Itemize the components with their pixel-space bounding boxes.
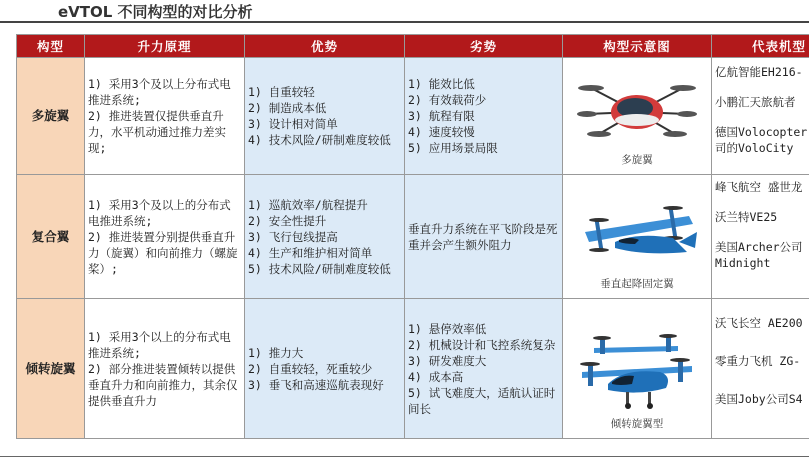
model-line: 亿航智能EH216- <box>715 65 803 79</box>
model-line: Midnight <box>715 256 771 270</box>
model-line: 沃飞长空 AE200 <box>715 316 803 330</box>
row-models <box>712 299 809 439</box>
model-line: 小鹏汇天旅航者 <box>715 95 796 109</box>
row-diagram <box>563 175 712 299</box>
row-models <box>712 175 809 299</box>
principle-line: 2) 部分推进装置倾转以提供垂直升力和向前推力，其余仅提供垂直升力 <box>88 361 238 408</box>
model-line: 司的VoloCity <box>715 141 794 155</box>
pros-line: 4) 技术风险/研制难度较低 <box>248 133 391 147</box>
table-header-row <box>17 35 809 58</box>
cons-line: 4) 速度较慢 <box>408 125 475 139</box>
cons-line: 2) 机械设计和飞控系统复杂 <box>408 337 556 352</box>
row-cons <box>405 299 563 439</box>
row-type: 倾转旋翼 <box>17 299 85 439</box>
pros-line: 2) 安全性提升 <box>248 213 327 228</box>
model-line: 沃兰特VE25 <box>715 210 778 224</box>
row-principle <box>85 175 245 299</box>
header-principle: 升力原理 <box>85 35 245 58</box>
model-line: 美国Joby公司S4 <box>715 392 803 406</box>
model-line: 峰飞航空 盛世龙 <box>715 180 803 194</box>
row-models <box>712 58 809 175</box>
pros-line: 1) 推力大 <box>248 345 304 360</box>
row-cons <box>405 58 563 175</box>
compound-wing-illustration <box>575 202 699 274</box>
header-diagram: 构型示意图 <box>563 35 712 58</box>
tilt-rotor-illustration <box>574 326 700 414</box>
title-rule <box>0 21 809 23</box>
page-title: eVTOL 不同构型的对比分析 <box>58 3 253 21</box>
principle-line: 1) 采用3个及以上分布式电推进系统; <box>88 77 231 107</box>
cons-line: 4) 成本高 <box>408 369 464 384</box>
row-pros <box>245 58 405 175</box>
cons-line: 垂直升力系统在平飞阶段是死重并会产生额外阻力 <box>408 221 558 252</box>
diagram-caption: 倾转旋翼型 <box>610 418 664 430</box>
diagram-caption: 多旋翼 <box>621 154 653 166</box>
row-diagram <box>563 58 712 175</box>
pros-line: 5) 技术风险/研制难度较低 <box>248 261 391 276</box>
pros-line: 2) 自重较轻，死重较少 <box>248 361 373 376</box>
cons-line: 5) 应用场景局限 <box>408 141 498 155</box>
cons-line: 5) 试飞难度大，适航认证时间长 <box>408 385 556 416</box>
header-cons: 劣势 <box>405 35 563 58</box>
pros-line: 1) 自重较轻 <box>248 85 315 99</box>
header-pros: 优势 <box>245 35 405 58</box>
cons-line: 1) 能效比低 <box>408 77 475 91</box>
table-row <box>17 175 809 299</box>
bottom-rule <box>0 456 809 457</box>
cons-line: 3) 航程有限 <box>408 109 475 123</box>
table-row <box>17 58 809 175</box>
principle-line: 2) 推进装置分别提供垂直升力（旋翼）和向前推力（螺旋桨）; <box>88 229 238 276</box>
multirotor-illustration <box>577 74 697 150</box>
comparison-table <box>16 34 809 439</box>
row-cons <box>405 175 563 299</box>
model-line: 德国Volocopter <box>715 125 808 139</box>
cons-line: 3) 研发难度大 <box>408 353 487 368</box>
model-line: 零重力飞机 ZG- <box>715 354 801 368</box>
principle-line: 1) 采用3个以上的分布式电推进系统; <box>88 329 231 360</box>
table-row <box>17 299 809 439</box>
row-principle <box>85 299 245 439</box>
row-type: 复合翼 <box>17 175 85 299</box>
principle-line: 1) 采用3个及以上的分布式电推进系统; <box>88 197 231 228</box>
row-diagram <box>563 299 712 439</box>
pros-line: 3) 设计相对简单 <box>248 117 338 131</box>
pros-line: 4) 生产和维护相对简单 <box>248 245 373 260</box>
model-line: 美国Archer公司 <box>715 240 803 254</box>
row-principle <box>85 58 245 175</box>
cons-line: 1) 悬停效率低 <box>408 321 487 336</box>
row-type: 多旋翼 <box>17 58 85 175</box>
header-models: 代表机型 <box>712 35 809 58</box>
row-pros <box>245 175 405 299</box>
principle-line: 2) 推进装置仅提供垂直升力，水平机动通过推力差实现; <box>88 109 226 155</box>
row-pros <box>245 299 405 439</box>
pros-line: 1) 巡航效率/航程提升 <box>248 197 368 212</box>
pros-line: 3) 飞行包线提高 <box>248 229 338 244</box>
pros-line: 2) 制造成本低 <box>248 101 327 115</box>
pros-line: 3) 垂飞和高速巡航表现好 <box>248 377 384 392</box>
diagram-caption: 垂直起降固定翼 <box>600 278 674 290</box>
header-type: 构型 <box>17 35 85 58</box>
cons-line: 2) 有效载荷少 <box>408 93 487 107</box>
